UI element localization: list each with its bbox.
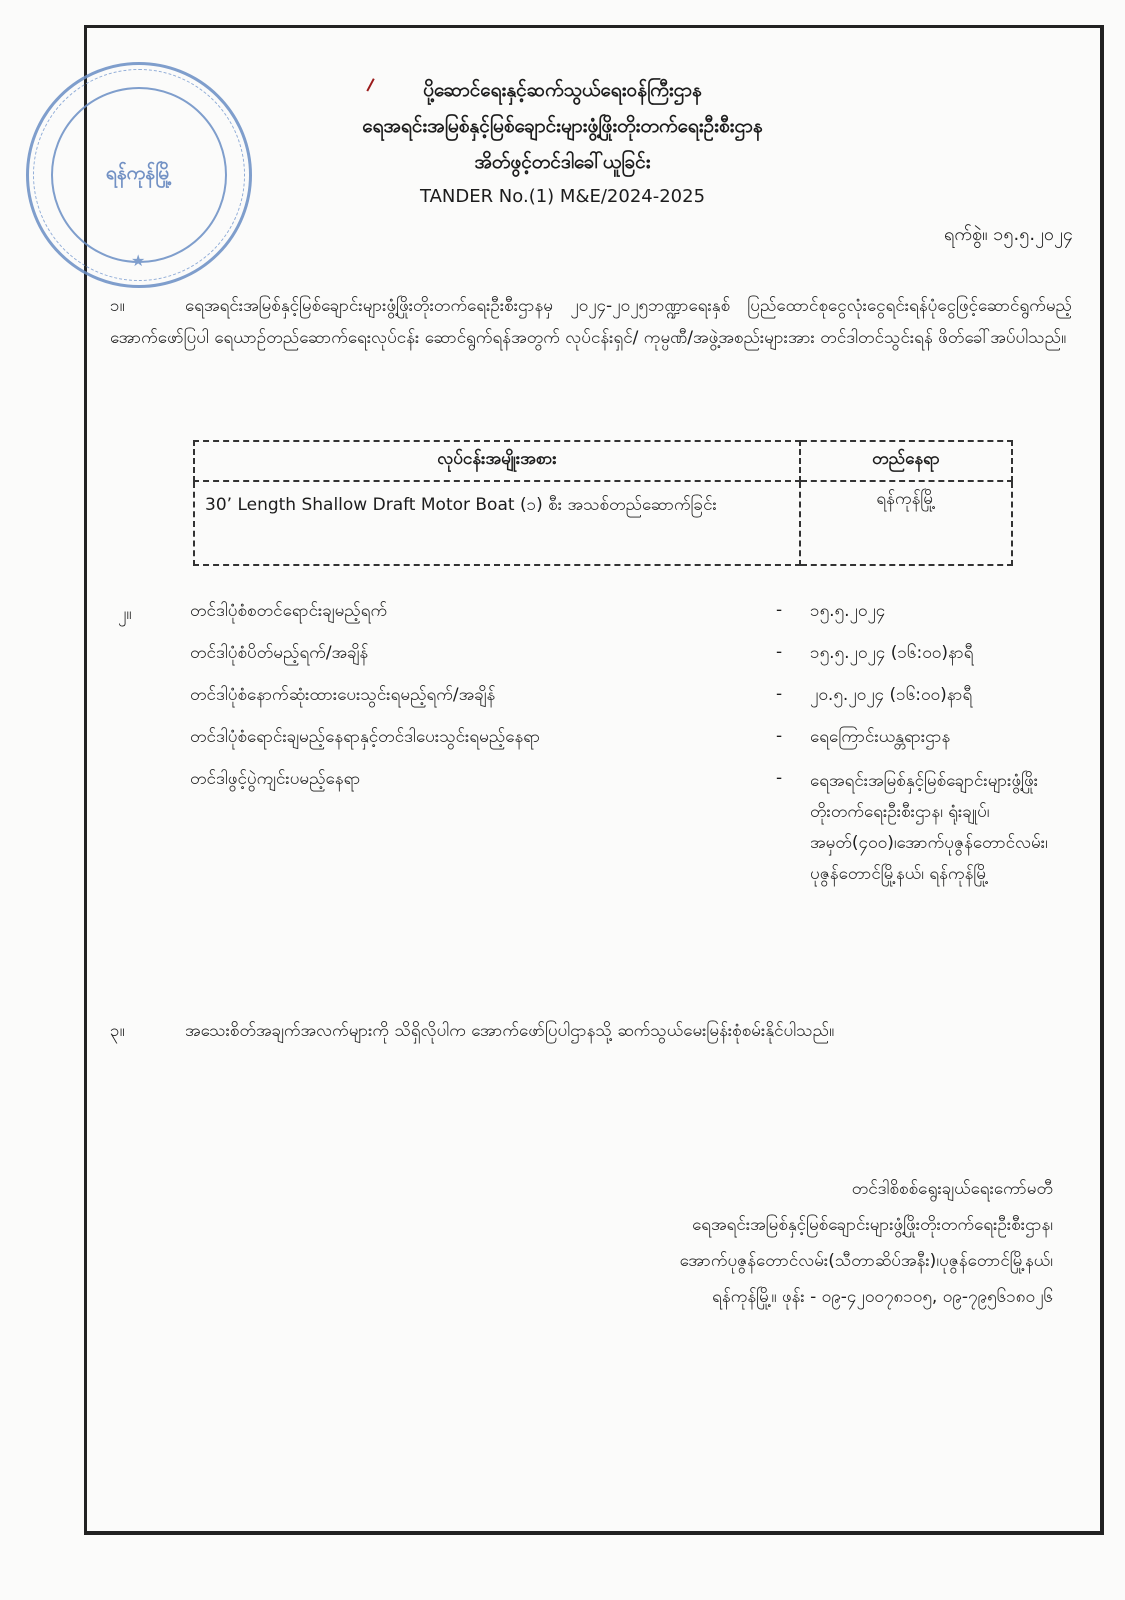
document-date: ရက်စွဲ။ ၁၅.၅.၂၀၂၄ bbox=[944, 224, 1073, 245]
schedule-dash: - bbox=[776, 726, 783, 746]
header-work-type: လုပ်ငန်းအမျိုးအစား bbox=[194, 441, 800, 481]
schedule-label: တင်ဒါဖွင့်ပွဲကျင်းပမည့်နေရာ bbox=[190, 769, 361, 789]
schedule-label: တင်ဒါပုံစံနောက်ဆုံးထားပေးသွင်းရမည့်ရက်/အချိန် bbox=[190, 685, 496, 705]
schedule-value: ၂၀.၅.၂၀၂၄ (၁၆:၀၀)နာရီ bbox=[810, 685, 973, 705]
schedule-dash: - bbox=[776, 684, 783, 704]
schedule-value: ရေကြောင်းယန္တရားဌာန bbox=[810, 727, 951, 747]
ministry-heading: ပို့ဆောင်ရေးနှင့်ဆက်သွယ်ရေးဝန်ကြီးဌာန bbox=[423, 79, 702, 101]
table-header-row bbox=[194, 441, 1012, 481]
department-heading: ရေအရင်းအမြစ်နှင့်မြစ်ချောင်းများဖွံ့ဖြိုးတိုးတက်ရေးဦးစီးဌာန bbox=[362, 115, 763, 137]
header-location: တည်နေရာ bbox=[800, 441, 1012, 481]
schedule-dash: - bbox=[776, 642, 783, 662]
schedule-row bbox=[190, 684, 1060, 726]
schedule-label: တင်ဒါပုံစံစတင်ရောင်းချမည့်ရက် bbox=[190, 601, 388, 621]
cell-location: ရန်ကုန်မြို့ bbox=[800, 481, 1012, 565]
table-row bbox=[194, 481, 1012, 565]
schedule-row bbox=[190, 768, 1060, 884]
paragraph-1-number: ၁။ bbox=[110, 296, 125, 316]
schedule-value: ၁၅.၅.၂၀၂၄ bbox=[810, 601, 886, 621]
signature-committee: တင်ဒါစိစစ်ရွေးချယ်ရေးကော်မတီ bbox=[851, 1179, 1053, 1199]
schedule-row bbox=[190, 642, 1060, 684]
signature-department: ရေအရင်းအမြစ်နှင့်မြစ်ချောင်းများဖွံ့ဖြိုးတိုးတက်ရေးဦးစီးဌာန၊ bbox=[692, 1215, 1053, 1235]
seal-center-text: ရန်ကုန်မြို့ bbox=[105, 162, 173, 184]
tender-schedule-list bbox=[190, 600, 1060, 884]
section-2-number: ၂။ bbox=[118, 604, 132, 624]
paragraph-1-text: ရေအရင်းအမြစ်နှင့်မြစ်ချောင်းများဖွံ့ဖြိုးတိုးတက်ရေးဦးစီးဌာနမှ ၂၀၂၄-၂၀၂၅ဘဏ္ဍာရေးနှစ် ပြည်ထောင်စုငွေလုံးငွေရင်းရန်ပုံငွေဖြင့်ဆောင်ရွက်မည့် အောက်ဖော်ပြပါ ရေယာဉ်တည်ဆောက်ရေးလုပ်ငန်း ဆောင်ရွက်ရန်အတွက် လုပ်ငန်းရှင်/ ကုမ္ပဏီ/အဖွဲ့အစည်းများအား တင်ဒါတင်သွင်းရန် ဖိတ်ခေါ်အပ်ပါသည်။ bbox=[110, 296, 1072, 348]
paragraph-3-number: ၃။ bbox=[110, 1021, 125, 1041]
paragraph-1 bbox=[110, 290, 1072, 354]
paragraph-3 bbox=[110, 1015, 1072, 1047]
seal-star-icon: ★ bbox=[131, 251, 146, 270]
schedule-dash: - bbox=[776, 768, 783, 788]
schedule-row bbox=[190, 726, 1060, 768]
tender-number: TANDER No.(1) M&E/2024-2025 bbox=[419, 186, 706, 207]
schedule-label: တင်ဒါပုံစံရောင်းချမည့်နေရာနှင့်တင်ဒါပေးသွင်းရမည့်နေရာ bbox=[190, 727, 541, 747]
schedule-dash: - bbox=[776, 600, 783, 620]
schedule-value: ရေအရင်းအမြစ်နှင့်မြစ်ချောင်းများဖွံ့ဖြိုးတိုးတက်ရေးဦးစီးဌာန၊ ရုံးချုပ်၊ အမှတ်(၄၀၀)၊အောက်ပုဇွန်တောင်လမ်း၊ပုဇွန်တောင်မြို့နယ်၊ ရန်ကုန်မြို့ bbox=[810, 771, 1048, 884]
schedule-value: ၁၅.၅.၂၀၂၄ (၁၆:၀၀)နာရီ bbox=[810, 643, 974, 663]
schedule-row bbox=[190, 600, 1060, 642]
paragraph-3-text: အသေးစိတ်အချက်အလက်များကို သိရှိလိုပါက အောက်ဖော်ပြပါဌာနသို့ ဆက်သွယ်မေးမြန်းစုံစမ်းနိုင်ပါသည်။ bbox=[185, 1021, 835, 1041]
signature-address: အောက်ပုဇွန်တောင်လမ်း(သီတာဆိပ်အနီး)၊ပုဇွန်တောင်မြို့နယ်၊ bbox=[679, 1251, 1053, 1271]
work-table bbox=[193, 440, 1013, 566]
schedule-label: တင်ဒါပုံစံပိတ်မည့်ရက်/အချိန် bbox=[190, 643, 369, 663]
notice-title: အိတ်ဖွင့်တင်ဒါခေါ်ယူခြင်း bbox=[474, 151, 651, 173]
signature-phone: ရန်ကုန်မြို့။ ဖုန်း - ၀၉-၄၂၀၀၇၈၁၀၅, ၀၉-၇၉၅၆၁၈၀၂၆ bbox=[712, 1287, 1053, 1307]
cell-work-type: 30’ Length Shallow Draft Motor Boat (၁) စီး အသစ်တည်ဆောက်ခြင်း bbox=[194, 481, 800, 565]
